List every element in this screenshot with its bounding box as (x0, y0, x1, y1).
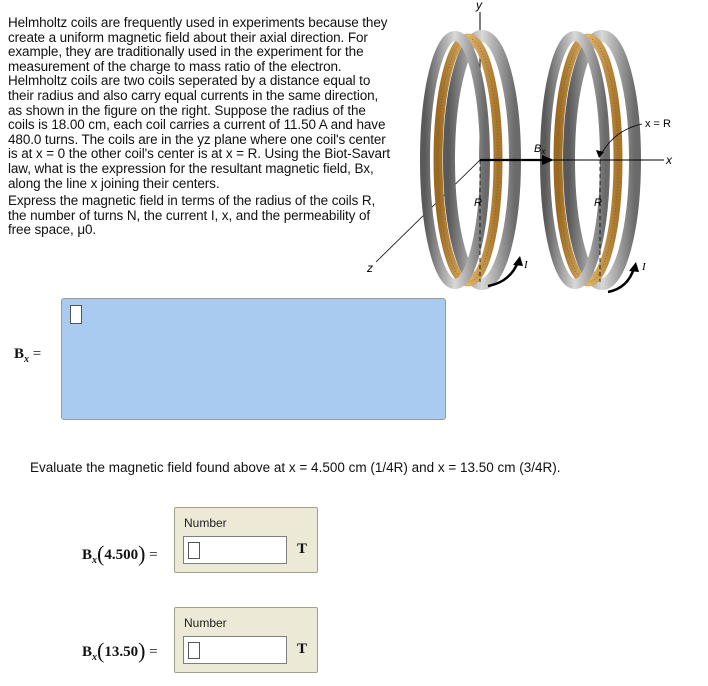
number-panel-1 (174, 507, 318, 573)
helmholtz-coil-figure (360, 0, 708, 300)
bx-at-1350-label: $B_x(13.50)$ = (82, 638, 158, 663)
input-cursor-1 (188, 542, 200, 559)
answer-placeholder[interactable] (70, 305, 82, 324)
bx-at-4500-label: $B_x(4.500)$ = (82, 541, 158, 566)
xr-label: x = R (645, 118, 671, 130)
unit-label-2: T (297, 641, 308, 657)
number-input-2[interactable] (183, 636, 287, 664)
input-cursor-2 (188, 642, 200, 659)
number-caption-2: Number (184, 616, 227, 630)
field-label: Bx (534, 143, 546, 156)
problem-statement (8, 16, 393, 238)
answer-label: $B_x$ = (14, 346, 42, 365)
unit-label-1: T (297, 541, 308, 557)
current-arrow-left-head (513, 256, 523, 266)
current-arrow-right-head (629, 262, 639, 272)
y-axis-label: y (476, 0, 482, 12)
current-label-right: I (642, 261, 646, 273)
x-axis-label: x (666, 153, 672, 167)
radius-label-right: R (594, 197, 602, 209)
radius-label-left: R (474, 197, 482, 209)
problem-paragraph-2: Express the magnetic field in terms of the radius of the coils R, the number of turns N, the current I, x, and the permeability of free space, μ0. (8, 193, 376, 238)
number-input-1[interactable] (183, 536, 287, 564)
answer-expression-box[interactable] (61, 298, 446, 420)
problem-paragraph-1: Helmholtz coils are frequently used in experiments because they create a uniform magnetic field about their axial direction. For example, they are traditionally used in the experiment for the measurement of the charge to mass ratio of the electron. Helmholtz coils are two coils seperated by a distance equal to their radius and also carry equal currents in the same direction, as shown in the figure on the right. Suppose the radius of the coils is 18.00 cm, each coil carries a current of 11.50 A and have 480.0 turns. The coils are in the yz plane where one coil's center is at x = 0 the other coil's center is at x = R. Using the Biot-Savart law, what is the expression for the resultant magnetic field, Bx, along the line x joining their centers. (8, 15, 391, 191)
number-panel-2 (174, 607, 318, 673)
current-label-left: I (524, 259, 528, 271)
number-caption-1: Number (184, 516, 227, 530)
z-axis-label: z (367, 261, 373, 275)
evaluate-instruction: Evaluate the magnetic field found above at x = 4.500 cm (1/4R) and x = 13.50 cm (3/4R). (30, 460, 561, 475)
